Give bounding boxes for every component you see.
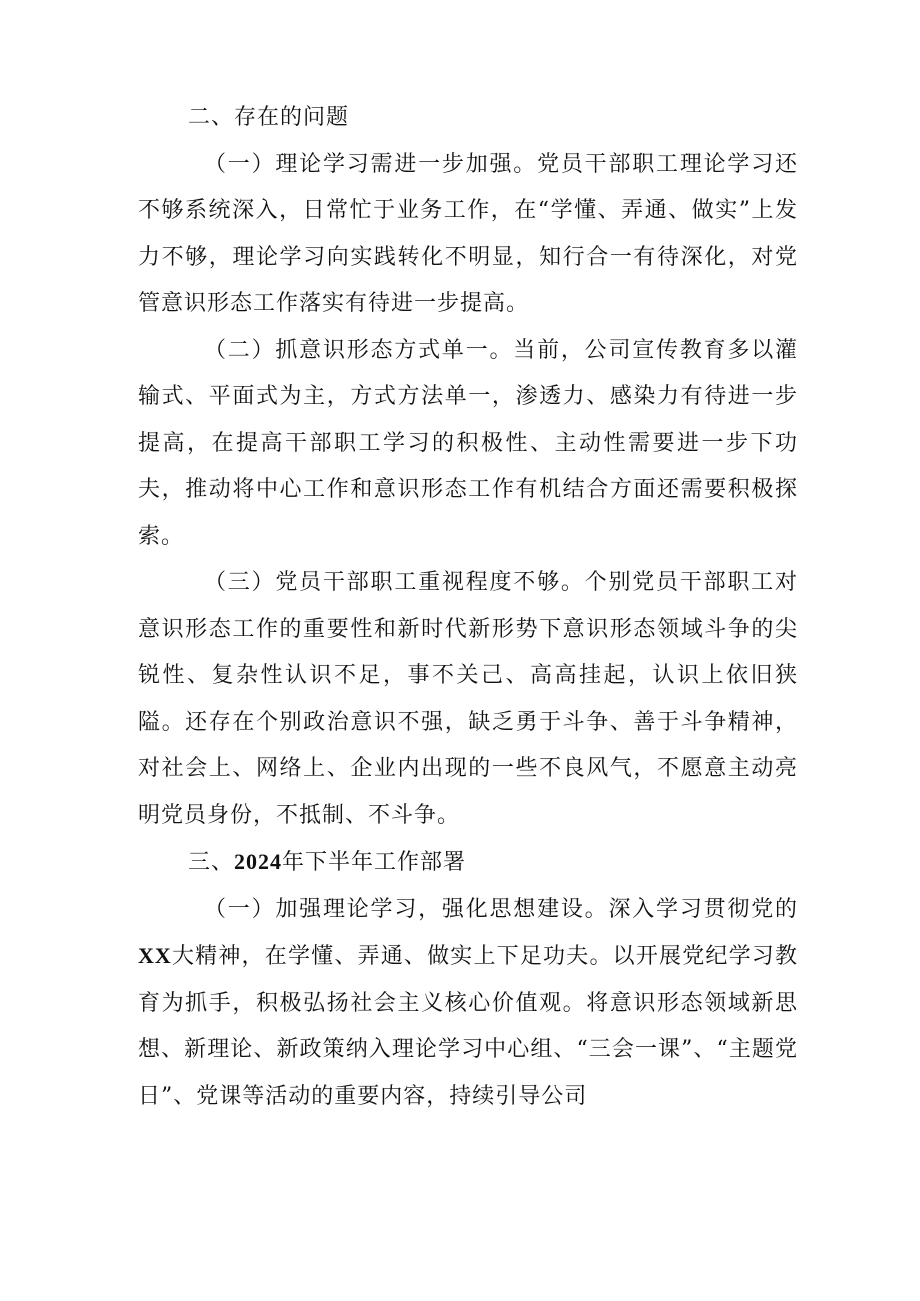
- paragraph-attention-level: （三）党员干部职工重视程度不够。个别党员干部职工对意识形态工作的重要性和新时代新形势下意识形态领域斗争的尖锐性、复杂性认识不足，事不关己、高高挂起，认识上依旧狭隘。还存在个别政治意识不强，缺乏勇于斗争、善于斗争精神，对社会上、网络上、企业内出现的一些不良风气，不愿意主动亮明党员身份，不抵制、不斗争。: [138, 570, 798, 828]
- paragraph-ideology-methods: （二）抓意识形态方式单一。当前，公司宣传教育多以灌输式、平面式为主，方式方法单一，渗透力、感染力有待进一步提高，在提高干部职工学习的积极性、主动性需要进一步下功夫，推动将中心工作和意识形态工作有机结合方面还需要积极探索。: [138, 337, 798, 549]
- paragraph-rest-text: 大精神，在学懂、弄通、做实上下足功夫。以开展党纪学习教育为抓手，积极弘扬社会主义核心价值观。将意识形态领域新思想、新理论、新政策纳入理论学习中心组、“三会一课”、“主题党日”、党课等活动的重要内容，持续引导公司: [138, 944, 798, 1109]
- section-heading-work-plan: [138, 839, 798, 887]
- paragraph-lead-text: （一）加强理论学习，强化思想建设。深入学习贯彻党的: [204, 896, 798, 922]
- document-body: [138, 95, 798, 1120]
- heading-suffix: 年下半年工作部署: [282, 850, 467, 875]
- heading-prefix: 三、: [188, 850, 235, 875]
- section-heading-problems: 二、存在的问题: [188, 105, 350, 130]
- heading-year: 2024: [234, 849, 283, 874]
- paragraph-theory-study: （一）理论学习需进一步加强。党员干部职工理论学习还不够系统深入，日常忙于业务工作，在“学懂、弄通、做实”上发力不够，理论学习向实践转化不明显，知行合一有待深化，对党管意识形态工作落实有待进一步提高。: [138, 151, 798, 316]
- paragraph-bold-placeholder: XX: [138, 943, 172, 968]
- paragraph-strengthen-theory: [138, 887, 798, 1121]
